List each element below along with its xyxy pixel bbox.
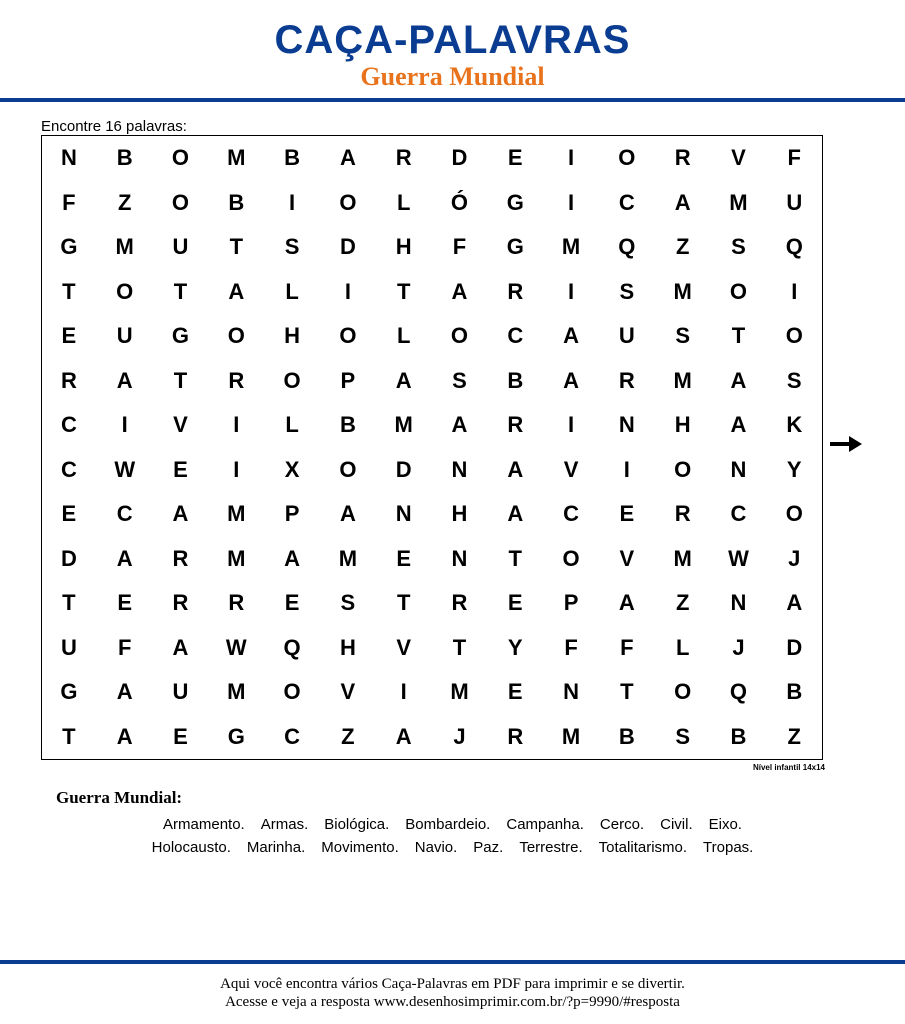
grid-letter[interactable]: C bbox=[60, 412, 77, 438]
grid-letter[interactable]: O bbox=[227, 323, 245, 349]
grid-letter[interactable]: T bbox=[508, 545, 522, 571]
word-item: Civil. bbox=[660, 816, 693, 833]
grid-letter[interactable]: Q bbox=[729, 679, 748, 705]
grid-letter[interactable]: E bbox=[173, 723, 188, 749]
grid-letter[interactable]: S bbox=[619, 278, 635, 304]
grid-letter[interactable]: R bbox=[507, 278, 524, 304]
grid-letter[interactable]: I bbox=[568, 412, 575, 438]
grid-letter[interactable]: A bbox=[116, 679, 133, 705]
grid-letter[interactable]: A bbox=[172, 634, 189, 660]
page-subtitle: Guerra Mundial bbox=[360, 62, 545, 91]
grid-letter[interactable]: S bbox=[675, 323, 690, 349]
grid-letter[interactable]: M bbox=[450, 679, 469, 705]
grid-letter[interactable]: M bbox=[115, 234, 134, 260]
word-item: Terrestre. bbox=[519, 839, 583, 856]
grid-row bbox=[41, 181, 823, 226]
grid-letter[interactable]: O bbox=[339, 189, 357, 215]
word-item: Holocausto. bbox=[151, 839, 231, 856]
grid-letter[interactable]: F bbox=[564, 634, 578, 660]
grid-letter[interactable]: I bbox=[233, 412, 240, 438]
grid-letter[interactable]: A bbox=[563, 323, 580, 349]
grid-letter[interactable]: K bbox=[786, 412, 803, 438]
grid-row bbox=[41, 537, 823, 582]
grid-letter[interactable]: P bbox=[284, 501, 300, 527]
grid-letter[interactable]: A bbox=[116, 367, 133, 393]
grid-letter[interactable]: V bbox=[396, 634, 412, 660]
grid-letter[interactable]: A bbox=[563, 367, 580, 393]
grid-row bbox=[41, 403, 823, 448]
grid-letter[interactable]: X bbox=[284, 456, 300, 482]
grid-letter[interactable]: D bbox=[60, 545, 77, 571]
grid-letter[interactable]: N bbox=[730, 456, 747, 482]
grid-letter[interactable]: M bbox=[227, 501, 246, 527]
grid-letter[interactable]: B bbox=[730, 723, 747, 749]
grid-letter[interactable]: A bbox=[284, 545, 301, 571]
grid-letter[interactable]: Z bbox=[787, 723, 801, 749]
grid-letter[interactable]: R bbox=[507, 412, 524, 438]
grid-letter[interactable]: F bbox=[62, 189, 76, 215]
grid-letter[interactable]: S bbox=[340, 590, 356, 616]
grid-letter[interactable]: O bbox=[618, 145, 636, 171]
grid-letter[interactable]: E bbox=[61, 501, 77, 527]
grid-letter[interactable]: I bbox=[344, 278, 351, 304]
grid-letter[interactable]: Ó bbox=[450, 189, 469, 215]
grid-letter[interactable]: A bbox=[507, 456, 524, 482]
grid-letter[interactable]: O bbox=[729, 278, 748, 304]
grid-letter[interactable]: I bbox=[568, 189, 575, 215]
word-item: Navio. bbox=[414, 839, 458, 856]
grid-row bbox=[41, 448, 823, 493]
grid-letter[interactable]: R bbox=[618, 367, 635, 393]
grid-letter[interactable]: I bbox=[568, 145, 575, 171]
grid-letter[interactable]: S bbox=[786, 367, 802, 393]
grid-letter[interactable]: R bbox=[451, 590, 468, 616]
grid-letter[interactable]: A bbox=[172, 501, 189, 527]
grid-letter[interactable]: T bbox=[62, 590, 76, 616]
grid-letter[interactable]: B bbox=[339, 412, 356, 438]
grid-letter[interactable]: Q bbox=[283, 634, 301, 660]
grid-letter[interactable]: N bbox=[730, 590, 747, 616]
grid-letter[interactable]: M bbox=[673, 367, 692, 393]
grid-letter[interactable]: O bbox=[283, 679, 301, 705]
grid-letter[interactable]: U bbox=[116, 323, 133, 349]
grid-letter[interactable]: B bbox=[116, 145, 133, 171]
grid-letter[interactable]: O bbox=[785, 501, 803, 527]
grid-letter[interactable]: C bbox=[507, 323, 524, 349]
grid-letter[interactable]: Z bbox=[675, 234, 690, 260]
grid-letter[interactable]: M bbox=[338, 545, 358, 571]
grid-letter[interactable]: E bbox=[507, 679, 523, 705]
grid-letter[interactable]: W bbox=[225, 634, 247, 660]
grid-letter[interactable]: F bbox=[787, 145, 801, 171]
grid-letter[interactable]: O bbox=[674, 456, 692, 482]
grid-letter[interactable]: J bbox=[453, 723, 466, 749]
word-item: Paz. bbox=[473, 839, 504, 856]
page-title: CAÇA-PALAVRAS bbox=[274, 18, 631, 62]
grid-letter[interactable]: A bbox=[395, 367, 412, 393]
grid-letter[interactable]: V bbox=[731, 145, 746, 171]
grid-letter[interactable]: B bbox=[284, 145, 301, 171]
grid-letter[interactable]: U bbox=[786, 189, 803, 215]
word-list-title: Guerra Mundial: bbox=[56, 788, 183, 807]
grid-letter[interactable]: U bbox=[172, 679, 189, 705]
grid-row bbox=[41, 270, 823, 315]
grid-letter[interactable]: A bbox=[339, 501, 356, 527]
grid-letter[interactable]: T bbox=[173, 367, 188, 393]
grid-letter[interactable]: F bbox=[117, 634, 132, 660]
grid-letter[interactable]: H bbox=[451, 501, 468, 527]
grid-letter[interactable]: O bbox=[785, 323, 803, 349]
grid-letter[interactable]: C bbox=[730, 501, 747, 527]
grid-letter[interactable]: T bbox=[173, 278, 188, 304]
grid-letter[interactable]: M bbox=[227, 545, 246, 571]
grid-letter[interactable]: N bbox=[451, 456, 468, 482]
grid-letter[interactable]: A bbox=[395, 723, 412, 749]
word-item: Marinha. bbox=[246, 839, 306, 856]
grid-letter[interactable]: U bbox=[618, 323, 635, 349]
grid-letter[interactable]: T bbox=[396, 590, 411, 616]
grid-letter[interactable]: G bbox=[506, 234, 524, 260]
word-item: Armamento. bbox=[163, 816, 245, 833]
grid-letter[interactable]: A bbox=[451, 412, 468, 438]
grid-letter[interactable]: Z bbox=[675, 590, 690, 616]
grid-letter[interactable]: A bbox=[786, 590, 803, 616]
grid-letter[interactable]: B bbox=[228, 189, 245, 215]
grid-letter[interactable]: R bbox=[172, 590, 189, 616]
grid-letter[interactable]: I bbox=[623, 456, 630, 482]
grid-letter[interactable]: M bbox=[673, 545, 692, 571]
grid-letter[interactable]: T bbox=[396, 278, 411, 304]
grid-letter[interactable]: I bbox=[289, 189, 296, 215]
grid-letter[interactable]: A bbox=[507, 501, 524, 527]
grid-letter[interactable]: Y bbox=[507, 634, 523, 660]
grid-letter[interactable]: H bbox=[284, 323, 301, 349]
grid-letter[interactable]: T bbox=[62, 278, 76, 304]
grid-letter[interactable]: W bbox=[114, 456, 136, 482]
grid-letter[interactable]: D bbox=[786, 634, 803, 660]
grid-row bbox=[41, 314, 823, 359]
grid-letter[interactable]: A bbox=[116, 723, 133, 749]
grid-letter[interactable]: R bbox=[228, 367, 245, 393]
grid-letter[interactable]: R bbox=[507, 723, 524, 749]
grid-letter[interactable]: V bbox=[619, 545, 635, 571]
grid-letter[interactable]: G bbox=[506, 189, 524, 215]
word-item: Tropas. bbox=[703, 839, 754, 856]
grid-letter[interactable]: W bbox=[728, 545, 749, 571]
word-search-grid bbox=[41, 136, 823, 759]
grid-letter[interactable]: U bbox=[60, 634, 77, 660]
grid-row bbox=[41, 359, 823, 404]
grid-letter[interactable]: I bbox=[121, 412, 128, 438]
grid-letter[interactable]: I bbox=[791, 278, 798, 304]
footer-link-text[interactable]: Acesse e veja a resposta www.desenhosimprimir.com.br/?p=9990/#resposta bbox=[225, 994, 680, 1010]
grid-letter[interactable]: L bbox=[675, 634, 690, 660]
grid-letter[interactable]: G bbox=[227, 723, 245, 749]
grid-letter[interactable]: A bbox=[730, 367, 747, 393]
grid-letter[interactable]: A bbox=[674, 189, 691, 215]
grid-row bbox=[41, 670, 823, 715]
word-list-line-1 bbox=[0, 816, 905, 833]
grid-letter[interactable]: R bbox=[674, 145, 691, 171]
grid-letter[interactable]: L bbox=[396, 189, 411, 215]
grid-letter[interactable]: S bbox=[675, 723, 690, 749]
grid-letter[interactable]: T bbox=[452, 634, 467, 660]
word-item: Eixo. bbox=[708, 816, 742, 833]
grid-letter[interactable]: Y bbox=[786, 456, 802, 482]
grid-letter[interactable]: M bbox=[394, 412, 413, 438]
grid-letter[interactable]: L bbox=[285, 412, 299, 438]
grid-letter[interactable]: A bbox=[451, 278, 468, 304]
grid-letter[interactable]: Z bbox=[117, 189, 132, 215]
grid-letter[interactable]: E bbox=[61, 323, 77, 349]
level-label: Nível infantil 14x14 bbox=[752, 763, 825, 772]
word-item: Campanha. bbox=[506, 816, 584, 833]
word-item: Biológica. bbox=[324, 816, 390, 833]
grid-letter[interactable]: O bbox=[171, 189, 190, 215]
grid-letter[interactable]: M bbox=[561, 234, 581, 260]
grid-letter[interactable]: V bbox=[340, 679, 356, 705]
grid-letter[interactable]: F bbox=[620, 634, 634, 660]
bottom-divider bbox=[0, 960, 905, 964]
grid-letter[interactable]: D bbox=[451, 145, 468, 171]
grid-letter[interactable]: E bbox=[173, 456, 188, 482]
grid-letter[interactable]: P bbox=[340, 367, 356, 393]
grid-letter[interactable]: J bbox=[732, 634, 745, 660]
grid-letter[interactable]: I bbox=[233, 456, 240, 482]
grid-letter[interactable]: Z bbox=[341, 723, 355, 749]
grid-letter[interactable]: H bbox=[339, 634, 356, 660]
grid-row bbox=[41, 715, 823, 760]
grid-letter[interactable]: I bbox=[400, 679, 407, 705]
grid-letter[interactable]: N bbox=[563, 679, 580, 705]
grid-letter[interactable]: A bbox=[228, 278, 245, 304]
grid-letter[interactable]: G bbox=[60, 234, 78, 260]
grid-letter[interactable]: C bbox=[284, 723, 301, 749]
grid-letter[interactable]: M bbox=[227, 145, 246, 171]
grid-letter[interactable]: R bbox=[60, 367, 77, 393]
word-list-line-2 bbox=[0, 839, 905, 856]
grid-letter[interactable]: C bbox=[60, 456, 77, 482]
grid-letter[interactable]: B bbox=[507, 367, 524, 393]
grid-letter[interactable]: R bbox=[395, 145, 412, 171]
arrow-right-icon bbox=[829, 435, 863, 453]
grid-letter[interactable]: T bbox=[731, 323, 746, 349]
grid-letter[interactable]: E bbox=[284, 590, 300, 616]
grid-letter[interactable]: D bbox=[395, 456, 412, 482]
grid-letter[interactable]: S bbox=[731, 234, 746, 260]
grid-letter[interactable]: Q bbox=[785, 234, 803, 260]
grid-letter[interactable]: R bbox=[674, 501, 691, 527]
grid-letter[interactable]: B bbox=[786, 679, 803, 705]
grid-letter[interactable]: V bbox=[173, 412, 188, 438]
grid-letter[interactable]: L bbox=[396, 323, 411, 349]
grid-letter[interactable]: N bbox=[618, 412, 635, 438]
grid-letter[interactable]: I bbox=[568, 278, 575, 304]
grid-letter[interactable]: S bbox=[284, 234, 300, 260]
grid-letter[interactable]: M bbox=[227, 679, 246, 705]
instructions: Encontre 16 palavras: bbox=[41, 118, 187, 135]
grid-letter[interactable]: T bbox=[229, 234, 244, 260]
grid-letter[interactable]: C bbox=[116, 501, 133, 527]
grid-letter[interactable]: R bbox=[228, 590, 245, 616]
grid-letter[interactable]: L bbox=[285, 278, 299, 304]
grid-letter[interactable]: G bbox=[60, 679, 78, 705]
grid-row bbox=[41, 225, 823, 270]
grid-letter[interactable]: O bbox=[171, 145, 190, 171]
word-item: Bombardeio. bbox=[405, 816, 491, 833]
grid-letter[interactable]: O bbox=[116, 278, 134, 304]
grid-row bbox=[41, 626, 823, 671]
grid-letter[interactable]: B bbox=[618, 723, 635, 749]
grid-letter[interactable]: P bbox=[563, 590, 579, 616]
grid-letter[interactable]: C bbox=[563, 501, 580, 527]
grid-letter[interactable]: O bbox=[674, 679, 692, 705]
footer-text: Aqui você encontra vários Caça-Palavras em PDF para imprimir e se divertir. bbox=[220, 976, 685, 992]
grid-letter[interactable]: F bbox=[452, 234, 467, 260]
grid-letter[interactable]: A bbox=[116, 545, 133, 571]
grid-letter[interactable]: A bbox=[730, 412, 747, 438]
grid-letter[interactable]: S bbox=[452, 367, 467, 393]
grid-letter[interactable]: E bbox=[507, 590, 523, 616]
grid-letter[interactable]: O bbox=[339, 456, 357, 482]
grid-letter[interactable]: O bbox=[283, 367, 301, 393]
grid-letter[interactable]: T bbox=[62, 723, 76, 749]
grid-letter[interactable]: J bbox=[788, 545, 801, 571]
grid-letter[interactable]: R bbox=[172, 545, 189, 571]
grid-letter[interactable]: A bbox=[618, 590, 635, 616]
grid-letter[interactable]: M bbox=[729, 189, 748, 215]
grid-letter[interactable]: E bbox=[619, 501, 635, 527]
grid-letter[interactable]: V bbox=[563, 456, 579, 482]
grid-letter[interactable]: U bbox=[172, 234, 189, 260]
grid-letter[interactable]: C bbox=[618, 189, 635, 215]
word-item: Armas. bbox=[260, 816, 309, 833]
word-item: Movimento. bbox=[321, 839, 399, 856]
grid-letter[interactable]: M bbox=[561, 723, 581, 749]
word-item: Totalitarismo. bbox=[598, 839, 688, 856]
grid-letter[interactable]: A bbox=[339, 145, 356, 171]
grid-letter[interactable]: H bbox=[395, 234, 412, 260]
grid-letter[interactable]: H bbox=[674, 412, 691, 438]
grid-letter[interactable]: D bbox=[339, 234, 356, 260]
grid-letter[interactable]: O bbox=[450, 323, 469, 349]
word-item: Cerco. bbox=[599, 816, 645, 833]
grid-letter[interactable]: Q bbox=[618, 234, 636, 260]
grid-letter[interactable]: N bbox=[60, 145, 77, 171]
grid-row bbox=[41, 492, 823, 537]
grid-letter[interactable]: O bbox=[562, 545, 580, 571]
grid-letter[interactable]: T bbox=[620, 679, 634, 705]
grid-letter[interactable]: O bbox=[339, 323, 357, 349]
grid-letter[interactable]: N bbox=[451, 545, 468, 571]
grid-row bbox=[41, 581, 823, 626]
grid-letter[interactable]: E bbox=[507, 145, 523, 171]
top-divider bbox=[0, 98, 905, 102]
grid-letter[interactable]: E bbox=[396, 545, 412, 571]
grid-letter[interactable]: G bbox=[171, 323, 190, 349]
grid-letter[interactable]: N bbox=[395, 501, 412, 527]
grid-letter[interactable]: E bbox=[117, 590, 133, 616]
grid-row bbox=[41, 136, 823, 181]
grid-letter[interactable]: M bbox=[673, 278, 692, 304]
